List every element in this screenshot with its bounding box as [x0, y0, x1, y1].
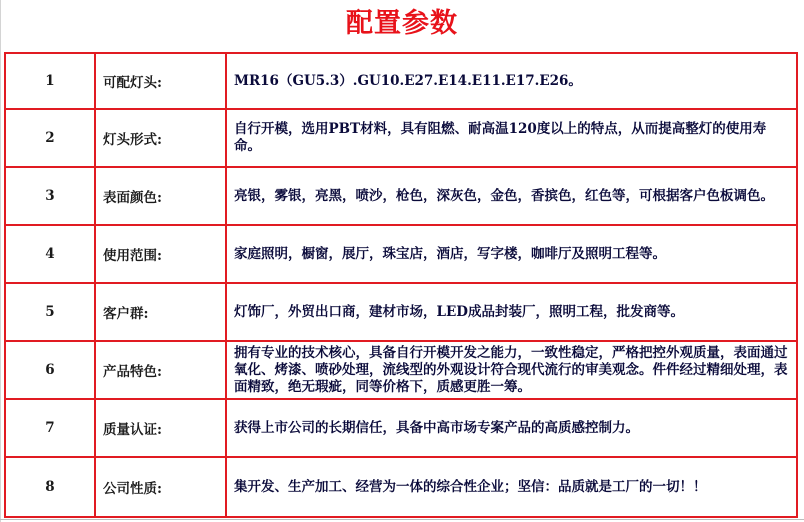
row-value-text: 拥有专业的技术核心，具备自行开模开发之能力，一致性稳定，严格把控外观质量，表面通过氧化、烤漆、喷砂处理，流线型的外观设计符合现代流行的审美观念。件件经过精细处理，表面精致，绝无瑕疵，同等价格下，质感更胜一筹。: [234, 344, 788, 395]
row-number: 6: [4, 340, 96, 400]
row-value-text: MR16（GU5.3）.GU10.E27.E14.E11.E17.E26。: [234, 72, 582, 89]
row-number: 4: [4, 224, 96, 284]
row-number: 5: [4, 282, 96, 342]
row-value-text: 集开发、生产加工、经营为一体的综合性企业；坚信：品质就是工厂的一切！！: [234, 478, 707, 495]
spec-table: [4, 52, 798, 518]
row-label: 质量认证:: [94, 398, 227, 458]
row-value-text: 获得上市公司的长期信任，具备中高市场专案产品的高质感控制力。: [234, 419, 639, 436]
table-row: [4, 108, 798, 168]
row-value: [225, 456, 798, 518]
row-value: [225, 340, 798, 400]
row-value-text: 亮银，雾银，亮黑，喷沙，枪色，深灰色，金色，香摈色，红色等，可根据客户色板调色。: [234, 187, 774, 204]
row-value-text: 灯饰厂，外贸出口商，建材市场，LED成品封装厂，照明工程，批发商等。: [234, 303, 684, 320]
row-number: 7: [4, 398, 96, 458]
row-label: 客户群:: [94, 282, 227, 342]
bottom-divider: [0, 519, 804, 520]
table-row: [4, 166, 798, 226]
row-number: 8: [4, 456, 96, 518]
row-label: 表面颜色:: [94, 166, 227, 226]
table-row: [4, 224, 798, 284]
row-value: [225, 52, 798, 110]
row-value: [225, 224, 798, 284]
row-value-text: 家庭照明，橱窗，展厅，珠宝店，酒店，写字楼，咖啡厅及照明工程等。: [234, 245, 666, 262]
row-value: [225, 166, 798, 226]
table-row: [4, 340, 798, 400]
row-label: 使用范围:: [94, 224, 227, 284]
row-label: 产品特色:: [94, 340, 227, 400]
table-row: [4, 456, 798, 518]
page-title: 配置参数: [346, 8, 458, 39]
row-value: [225, 282, 798, 342]
page-left-edge: [0, 0, 1, 522]
row-value: [225, 108, 798, 168]
row-number: 2: [4, 108, 96, 168]
row-number: 1: [4, 52, 96, 110]
row-label: 可配灯头:: [94, 52, 227, 110]
table-row: [4, 398, 798, 458]
table-row: [4, 282, 798, 342]
row-value-text: 自行开模，选用PBT材料，具有阻燃、耐高温120度以上的特点，从而提高整灯的使用寿命。: [234, 121, 767, 154]
table-row: [4, 52, 798, 110]
row-label: 灯头形式:: [94, 108, 227, 168]
row-value: [225, 398, 798, 458]
row-number: 3: [4, 166, 96, 226]
row-label: 公司性质:: [94, 456, 227, 518]
